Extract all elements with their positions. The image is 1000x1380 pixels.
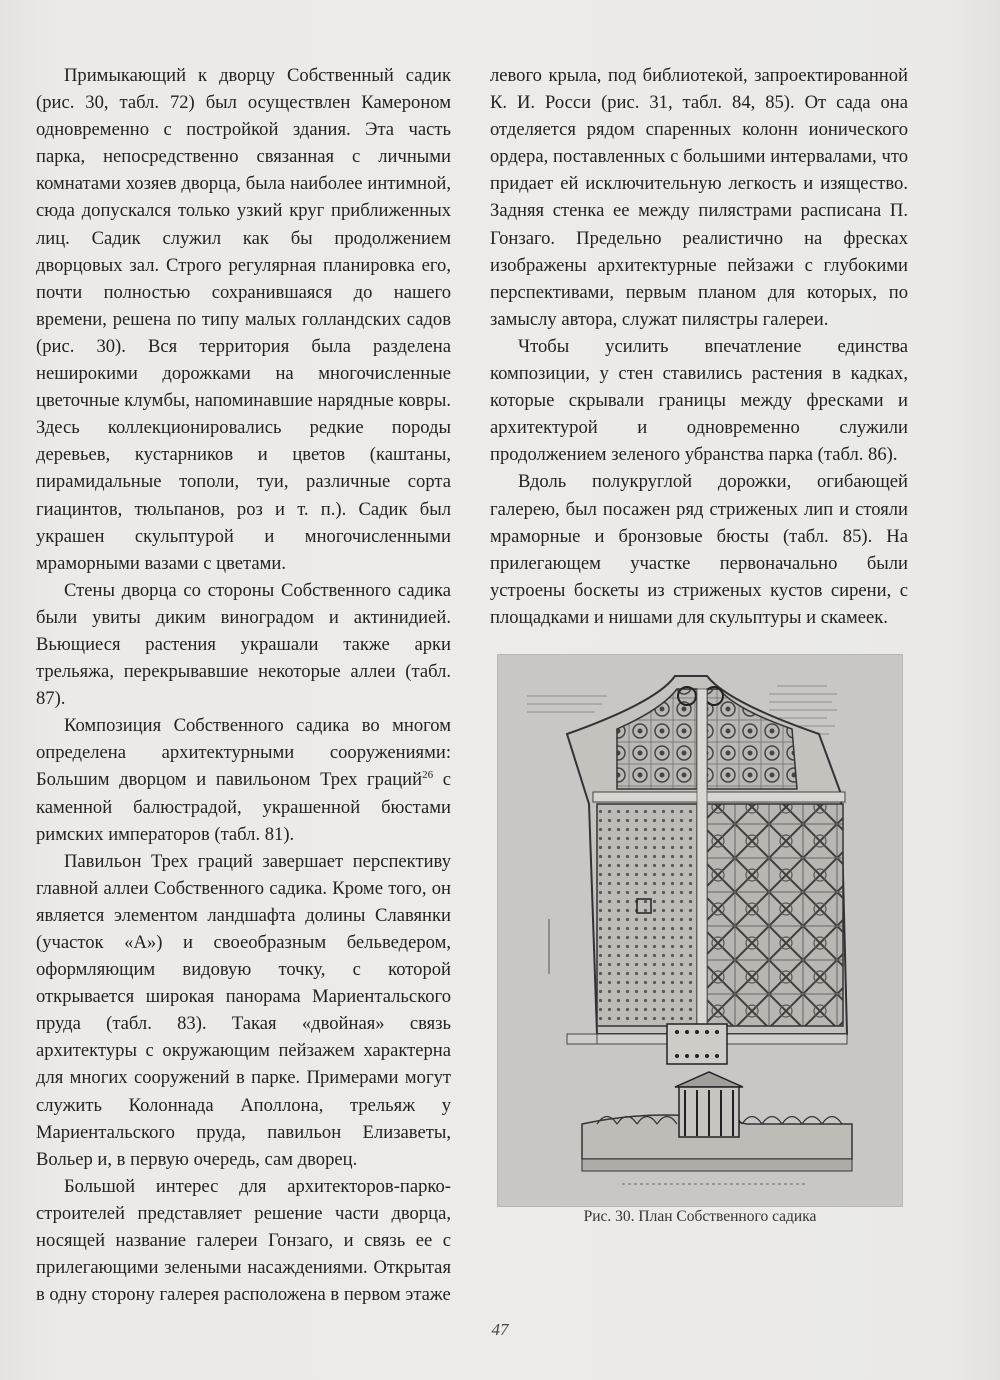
page-number: 47 bbox=[491, 1320, 509, 1339]
paragraph: Чтобы усилить впечатление единства композиции, у стен ставились растения в кадках, которые скрывали границы между фресками и архитектурой и одновременно служили продолжением зеленого убранства парка (табл. 86). bbox=[490, 335, 908, 466]
elevation-drawing bbox=[582, 1072, 852, 1184]
garden-plan-figure bbox=[497, 654, 903, 1207]
paragraph: левого крыла, под библиотекой, запроектированной К. И. Росси (рис. 31, табл. 84, 85). От сада она отделяется рядом спаренных колонн ионического ордера, поставленных с большими интервалами, что придает ей исключительную легкость и изящество. Задняя стенка ее между пилястрами расписана П. Гонзаго. Предельно реалистично на фресках изображены архитектурные пейзажи с глубокими перспективами, первым планом для которых, по замыслу автора, служат пилястры галереи. bbox=[490, 65, 908, 330]
paragraph: Стены дворца со стороны Собственного садика были увиты диким виноградом и актинидией. Вьющиеся растения украшали также арки трельяжа, перекрывавшие некоторые аллеи (табл. 87). bbox=[36, 579, 451, 710]
paragraph: Павильон Трех граций завершает перспективу главной аллеи Собственного садика. Кроме того, он является элементом ландшафта долины Славянки (участок «А») и своеобразным бельведером, оформляющим видовую точку, с которой открывается широкая панорама Мариентальского пруда (табл. 83). Такая «двойная» связь архитектуры с окружающим пейзажем характерна для многих сооружений в парке. Примерами могут служить Колоннада Аполлона, трельяж у Мариентальского пруда, павильон Елизаветы, Вольер и, в первую очередь, сам дворец. bbox=[36, 850, 451, 1170]
paragraph: Примыкающий к дворцу Собственный садик (рис. 30, табл. 72) был осуществлен Камероном одновременно с постройкой здания. Эта часть парка, непосредственно связанная с личными комнатами хозяев дворца, была наиболее интимной, сюда допускался только узкий круг приближенных лиц. Садик служил как бы продолжением дворцовых зал. Строго регулярная планировка его, почти полностью сохранившаяся до нашего времени, решена по типу малых голландских садов (рис. 30). Вся территория была разделена неширокими дорожками на многочисленные цветочные клумбы, напоминавшие нарядные ковры. Здесь коллекционировались редкие породы деревьев, кустарников и цветов (каштаны, пирамидальные тополи, туи, различные сорта гиацинтов, тюльпанов, роз и т. п.). Садик был украшен скульптурой и многочисленными мраморными вазами с цветами. bbox=[36, 65, 451, 574]
footnote-ref[interactable]: 26 bbox=[422, 769, 434, 782]
paragraph-text: Композиция Собственного садика во многом определена архитектурными сооружениями: Большим дворцом и павильоном Трех граций bbox=[36, 715, 451, 791]
left-text-column bbox=[36, 62, 451, 1308]
garden-plan-drawing bbox=[497, 654, 903, 1207]
paragraph bbox=[36, 712, 451, 847]
paragraph: Большой интерес для архитекторов-паркостроителей представляет решение части дворца, носящей название галереи Гонзаго, и связь ее с прилегающими зелеными насаждениями. Открытая в одну сторону галерея расположена в первом этаже bbox=[36, 1175, 451, 1306]
paragraph-text: с каменной балюстрадой, украшенной бюстами римских императоров (табл. 81). bbox=[36, 769, 451, 845]
paragraph: Вдоль полукруглой дорожки, огибающей галерею, был посажен ряд стриженых лип и стояли мраморные и бронзовые бюсты (табл. 85). На прилегающем участке первоначально были устроены боскеты из стриженых кустов сирени, с площадками и нишами для скульптуры и скамеек. bbox=[490, 471, 908, 628]
right-text-column bbox=[490, 62, 908, 631]
figure-caption: Рис. 30. План Собственного садика bbox=[583, 1208, 817, 1225]
